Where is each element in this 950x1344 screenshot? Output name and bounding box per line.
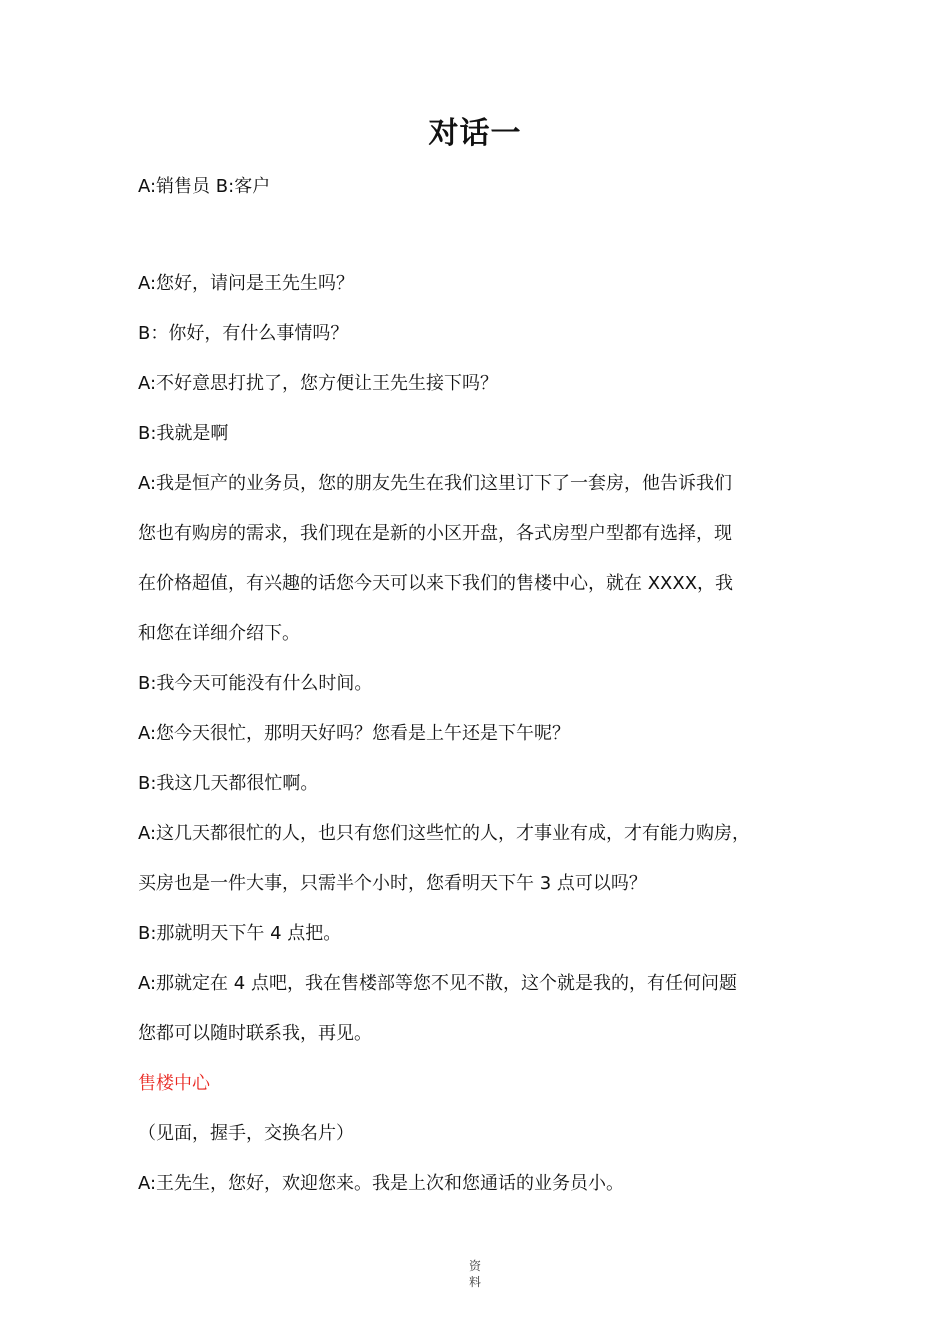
dialogue-line: 您都可以随时联系我，再见。 — [138, 1023, 372, 1044]
dialogue-line: A:不好意思打扰了，您方便让王先生接下吗？ — [138, 373, 499, 394]
dialogue-line: A:您今天很忙，那明天好吗？您看是上午还是下午呢？ — [138, 723, 571, 744]
footer-char: 料 — [468, 1275, 481, 1289]
dialogue-line: A:那就定在 4 点吧，我在售楼部等您不见不散，这个就是我的，有任何问题 — [138, 973, 737, 994]
dialogue-line: B:我就是啊 — [138, 423, 229, 444]
dialogue-body — [138, 259, 828, 1209]
dialogue-line: 和您在详细介绍下。 — [138, 623, 300, 644]
dialogue-line: 您也有购房的需求，我们现在是新的小区开盘，各式房型户型都有选择，现 — [138, 523, 732, 544]
dialogue-line: 在价格超值，有兴趣的话您今天可以来下我们的售楼中心，就在 XXXX，我 — [138, 573, 734, 594]
page-footer — [0, 1258, 950, 1290]
dialogue-line: A:我是恒产的业务员，您的朋友先生在我们这里订下了一套房，他告诉我们 — [138, 473, 733, 494]
section-heading: 售楼中心 — [138, 1073, 210, 1094]
dialogue-line: B:我今天可能没有什么时间。 — [138, 673, 373, 694]
stage-direction: （见面，握手，交换名片） — [138, 1123, 354, 1144]
dialogue-line: A:您好，请问是王先生吗？ — [138, 273, 355, 294]
role-legend: A:销售员 B:客户 — [138, 176, 271, 197]
dialogue-line: B:那就明天下午 4 点把。 — [138, 923, 342, 944]
footer-char: 资 — [468, 1259, 481, 1273]
dialogue-line: B:我这几天都很忙啊。 — [138, 773, 319, 794]
document-title: 对话一 — [428, 116, 522, 151]
dialogue-line: 买房也是一件大事，只需半个小时，您看明天下午 3 点可以吗？ — [138, 873, 647, 894]
dialogue-line: A:王先生，您好，欢迎您来。我是上次和您通话的业务员小。 — [138, 1173, 625, 1194]
dialogue-line: A:这几天都很忙的人，也只有您们这些忙的人，才事业有成，才有能力购房， — [138, 823, 751, 844]
dialogue-line: B：你好，有什么事情吗？ — [138, 323, 349, 344]
